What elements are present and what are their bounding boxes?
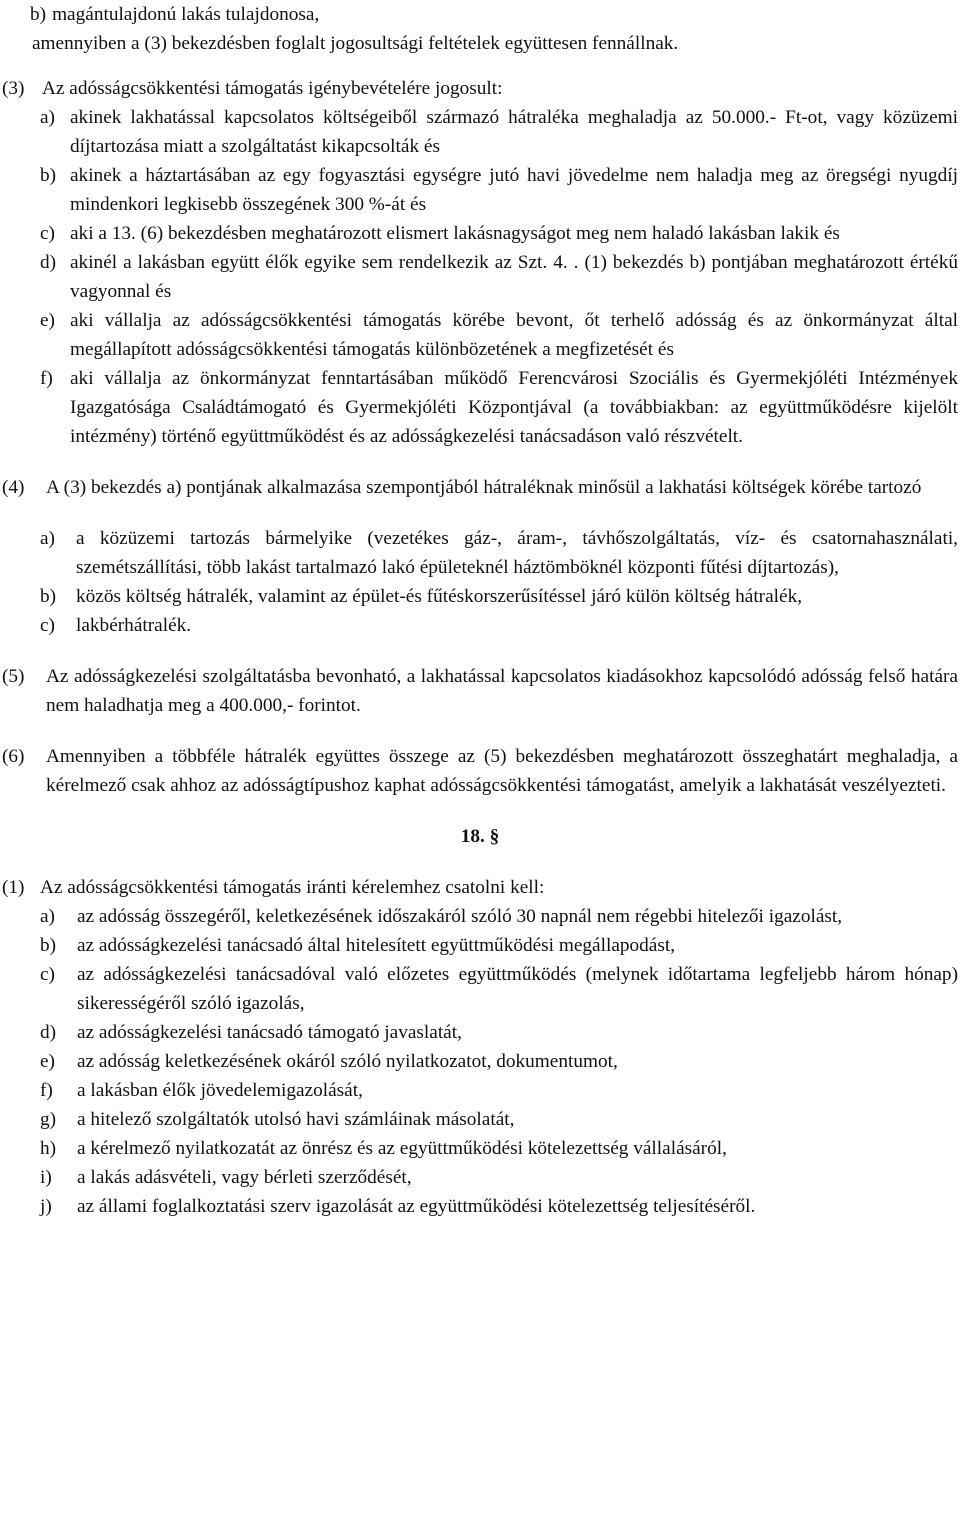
section-label: (5) <box>2 666 25 687</box>
list-item <box>40 161 958 219</box>
paragraph-b-top <box>2 0 958 29</box>
section-text: Az adósságcsökkentési támogatás igénybevételére jogosult: <box>42 78 503 99</box>
list-item <box>40 1134 958 1163</box>
item-label: c) <box>40 223 55 244</box>
section-3-intro <box>2 74 958 103</box>
item-label: j) <box>40 1196 52 1217</box>
item-text: aki vállalja az önkormányzat fenntartásában működő Ferencvárosi Szociális és Gyermekjóléti Intézmények Igazgatósága Családtámogató és Gyermekjóléti Központjával (a továbbiakban: az együttműködésre kijelölt intézmény) történő együttműködést és az adósságkezelési tanácsadáson való részvételt. <box>70 368 958 447</box>
item-label: f) <box>40 1080 53 1101</box>
item-text: aki vállalja az adósságcsökkentési támogatás körébe bevont, őt terhelő adósság és az önkormányzat által megállapított adósságcsökkentési támogatás különbözetének a megfizetését és <box>70 310 958 360</box>
section-label: (6) <box>2 746 25 767</box>
item-text: az adósság keletkezésének okáról szóló nyilatkozatot, dokumentumot, <box>77 1051 618 1072</box>
section-text: Amennyiben a többféle hátralék együttes összege az (5) bekezdésben meghatározott összeghatárt meghaladja, a kérelmező csak ahhoz az adósságtípushoz kaphat adósságcsökkentési támogatást, amelyik a lakhatását veszélyezteti. <box>46 746 958 796</box>
item-label: h) <box>40 1138 57 1159</box>
section-3-list <box>2 103 958 451</box>
item-text: lakbérhátralék. <box>76 615 192 636</box>
item-label: f) <box>40 368 53 389</box>
item-text: a lakásban élők jövedelemigazolását, <box>77 1080 363 1101</box>
item-label: g) <box>40 1109 57 1130</box>
item-label: c) <box>40 964 55 985</box>
item-label: e) <box>40 310 55 331</box>
section-4-intro <box>2 473 958 502</box>
item-label: b) <box>40 165 57 186</box>
list-item <box>40 1047 958 1076</box>
item-label: d) <box>40 252 57 273</box>
section-text: Az adósságkezelési szolgáltatásba bevonható, a lakhatással kapcsolatos kiadásokhoz kapcsolódó adósság felső határa nem haladhatja meg a 400.000,- forintot. <box>46 666 958 716</box>
section-6 <box>2 742 958 800</box>
list-item <box>40 611 958 640</box>
item-label: c) <box>40 615 55 636</box>
item-text: közös költség hátralék, valamint az épület-és fűtéskorszerűsítéssel járó külön költség hátralék, <box>76 586 803 607</box>
list-item <box>40 1192 958 1221</box>
list-item <box>40 1018 958 1047</box>
item-text: akinél a lakásban együtt élők egyike sem rendelkezik az Szt. 4. . (1) bekezdés b) pontjában meghatározott értékű vagyonnal és <box>70 252 958 302</box>
item-text: akinek lakhatással kapcsolatos költségeiből származó hátraléka meghaladja az 50.000.- Ft-ot, vagy közüzemi díjtartozása miatt a szolgáltatást kikapcsolták és <box>70 107 958 157</box>
list-item <box>40 1076 958 1105</box>
item-text: a kérelmező nyilatkozatát az önrész és az együttműködési kötelezettség vállalásáról, <box>77 1138 727 1159</box>
item-label: d) <box>40 1022 57 1043</box>
item-text: a lakás adásvételi, vagy bérleti szerződését, <box>77 1167 412 1188</box>
section-label: (3) <box>2 78 25 99</box>
list-item <box>40 219 958 248</box>
list-item <box>40 1163 958 1192</box>
item-text: az állami foglalkoztatási szerv igazolását az együttműködési kötelezettség teljesítéséről. <box>77 1196 756 1217</box>
item-label: i) <box>40 1167 52 1188</box>
item-label: a) <box>40 906 55 927</box>
section-label: (1) <box>2 877 25 898</box>
item-label: b) <box>40 586 57 607</box>
section-text: A (3) bekezdés a) pontjának alkalmazása szempontjából hátraléknak minősül a lakhatási költségek körébe tartozó <box>46 477 922 498</box>
section-heading: 18. § <box>460 826 500 847</box>
item-text: akinek a háztartásában az egy fogyasztási egységre jutó havi jövedelme nem haladja meg az öregségi nyugdíj mindenkori legkisebb összegének 300 %-át és <box>70 165 958 215</box>
item-label: a) <box>40 107 55 128</box>
list-item <box>40 1105 958 1134</box>
list-item <box>40 902 958 931</box>
item-text: a hitelező szolgáltatók utolsó havi számláinak másolatát, <box>77 1109 515 1130</box>
list-item <box>40 931 958 960</box>
section-label: (4) <box>2 477 25 498</box>
list-item <box>40 306 958 364</box>
item-label: b) <box>40 935 57 956</box>
section-18-1-list <box>2 902 958 1221</box>
section-18-1-intro <box>2 873 958 902</box>
section-text: Az adósságcsökkentési támogatás iránti kérelemhez csatolni kell: <box>40 877 545 898</box>
item-text: magántulajdonú lakás tulajdonosa, <box>52 4 320 25</box>
item-label: e) <box>40 1051 55 1072</box>
item-text: aki a 13. (6) bekezdésben meghatározott elismert lakásnagyságot meg nem haladó lakásban lakik és <box>70 223 840 244</box>
item-text: az adósságkezelési tanácsadóval való előzetes együttműködés (melynek időtartama legfeljebb három hónap) sikerességéről szóló igazolás, <box>77 964 958 1014</box>
item-label: b) <box>30 4 47 25</box>
list-item <box>40 960 958 1018</box>
item-text: az adósságkezelési tanácsadó támogató javaslatát, <box>77 1022 462 1043</box>
section-5 <box>2 662 958 720</box>
item-text: az adósságkezelési tanácsadó által hitelesített együttműködési megállapodást, <box>77 935 676 956</box>
list-item <box>40 103 958 161</box>
list-item <box>40 364 958 451</box>
paragraph-b-continuation: amennyiben a (3) bekezdésben foglalt jogosultsági feltételek együttesen fennállnak. <box>32 33 679 54</box>
list-item <box>40 248 958 306</box>
item-text: az adósság összegéről, keletkezésének időszakáról szóló 30 napnál nem régebbi hitelezői igazolást, <box>77 906 843 927</box>
list-item <box>40 524 958 582</box>
item-text: a közüzemi tartozás bármelyike (vezetékes gáz-, áram-, távhőszolgáltatás, víz- és csatornahasználati, szemétszállítási, több lakást tartalmazó lakó épületeknél háztömböknél központi fűtési díjtartozás), <box>76 528 958 578</box>
list-item <box>40 582 958 611</box>
section-4-list <box>2 524 958 640</box>
item-label: a) <box>40 528 55 549</box>
